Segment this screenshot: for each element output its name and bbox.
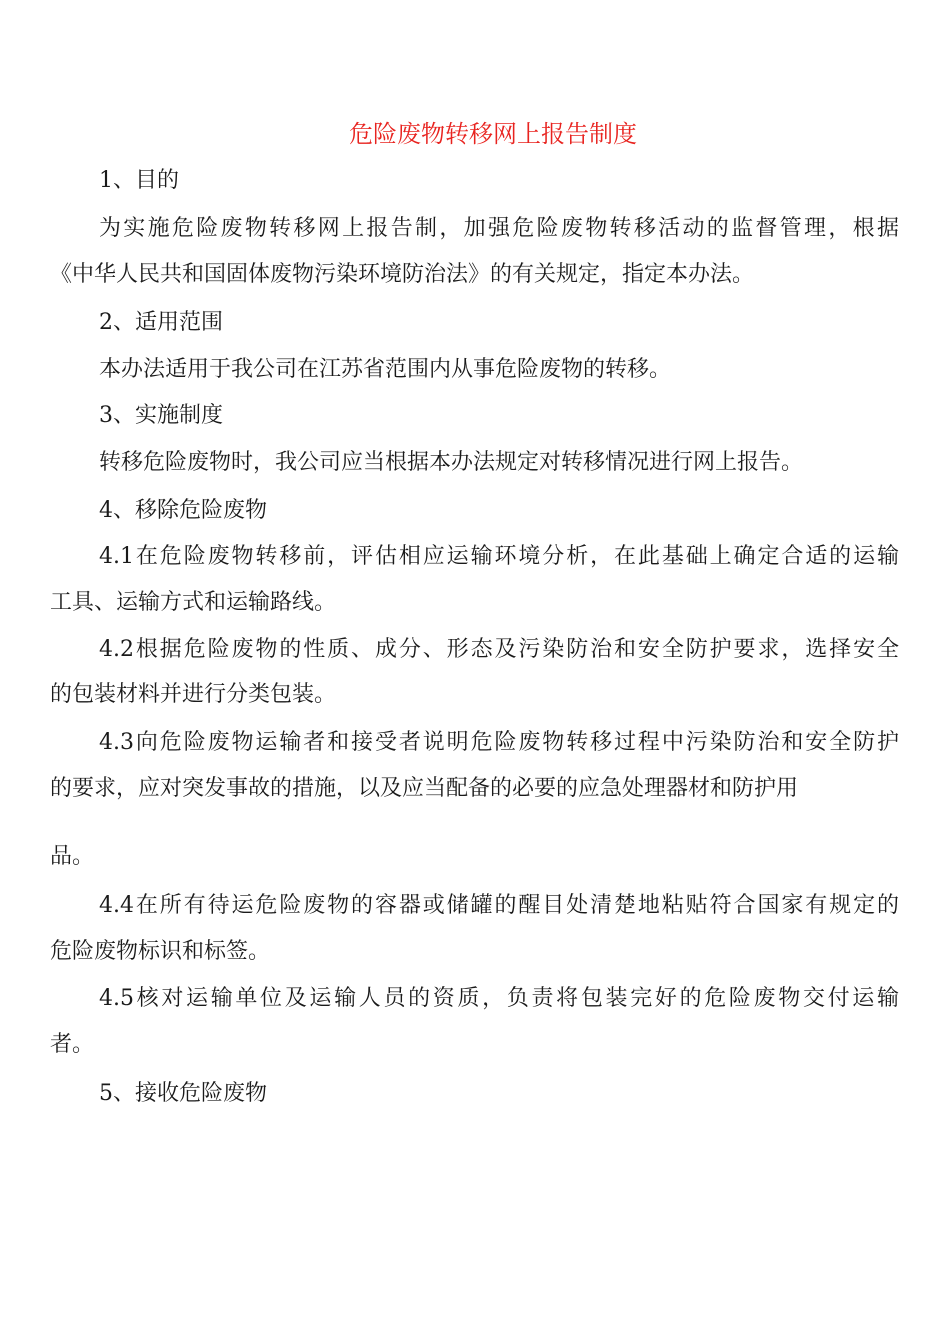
paragraph-line: 4.1在危险废物转移前，评估相应运输环境分析，在此基础上确定合适的运输 — [99, 544, 899, 569]
paragraph-line: 4.5核对运输单位及运输人员的资质，负责将包装完好的危险废物交付运输 — [99, 986, 899, 1011]
paragraph-line: 者。 — [50, 1032, 95, 1057]
heading-purpose: 1、目的 — [99, 168, 179, 193]
paragraph-line: 4.2根据危险废物的性质、成分、形态及污染防治和安全防护要求，选择安全 — [99, 637, 899, 662]
document-title: 危险废物转移网上报告制度 — [349, 120, 637, 148]
paragraph-line: 4.4在所有待运危险废物的容器或储罐的醒目处清楚地粘贴符合国家有规定的 — [99, 893, 899, 918]
heading-remove-waste: 4、移除危险废物 — [99, 498, 267, 523]
heading-scope: 2、适用范围 — [99, 310, 223, 335]
paragraph-line: 4.3向危险废物运输者和接受者说明危险废物转移过程中污染防治和安全防护 — [99, 730, 899, 755]
paragraph-line: 的要求，应对突发事故的措施，以及应当配备的必要的应急处理器材和防护用 — [50, 776, 799, 801]
heading-receive-waste: 5、接收危险废物 — [99, 1081, 267, 1106]
paragraph-line: 《中华人民共和国固体废物污染环境防治法》的有关规定，指定本办法。 — [50, 262, 755, 287]
paragraph-line: 为实施危险废物转移网上报告制，加强危险废物转移活动的监督管理，根据 — [99, 216, 899, 241]
heading-implementation: 3、实施制度 — [99, 403, 223, 428]
paragraph-line: 工具、运输方式和运输路线。 — [50, 590, 337, 615]
paragraph-line: 转移危险废物时，我公司应当根据本办法规定对转移情况进行网上报告。 — [99, 450, 804, 475]
paragraph-line: 危险废物标识和标签。 — [50, 939, 271, 964]
paragraph-line: 品。 — [50, 844, 95, 869]
paragraph-line: 本办法适用于我公司在江苏省范围内从事危险废物的转移。 — [99, 357, 672, 382]
paragraph-line: 的包装材料并进行分类包装。 — [50, 682, 337, 707]
